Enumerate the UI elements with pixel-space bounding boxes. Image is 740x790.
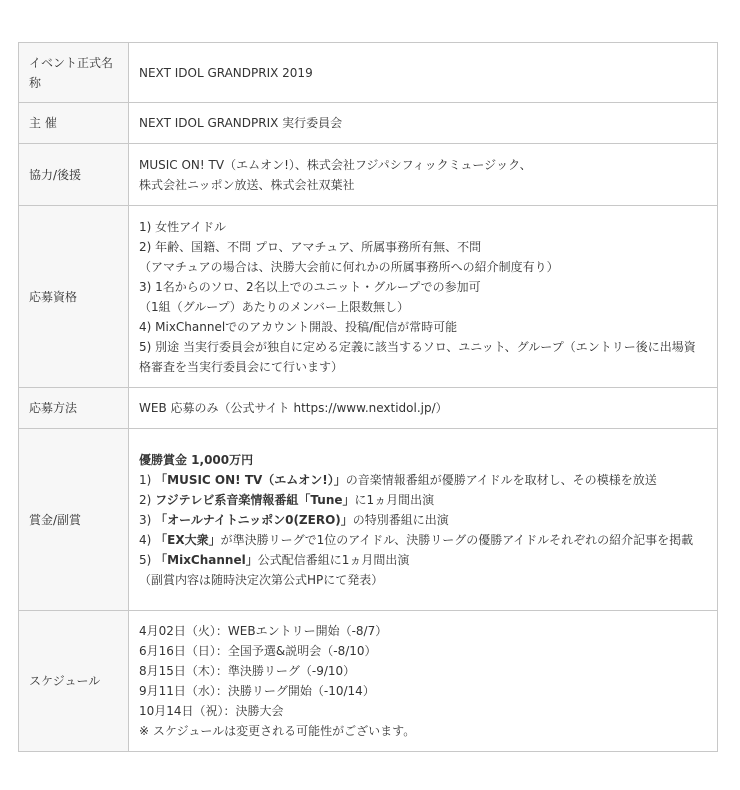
info-row [19,611,718,752]
bold-text: 「MixChannel」 [155,552,258,567]
row-value [129,206,718,388]
value-line [139,337,707,377]
plain-text: 株式会社ニッポン放送、株式会社双葉社 [139,177,355,192]
value-line [139,175,707,195]
plain-text: （アマチュアの場合は、決勝大会前に何れかの所属事務所への紹介制度有り） [139,259,559,274]
plain-text: （副賞内容は随時決定次第公式HPにて発表） [139,572,384,587]
row-label: 主 催 [19,103,129,144]
plain-text: 4月02日（火）：WEBエントリー開始（-8/7） [139,624,388,638]
value-line [139,661,707,681]
info-row [19,43,718,103]
value-line [139,530,707,550]
info-row [19,206,718,388]
plain-text: 公式配信番組に1ヵ月間出演 [257,552,410,567]
row-value [129,388,718,429]
plain-text: 5) 別途 当実行委員会が独自に定める定義に該当するソロ、ユニット、グループ（エントリー後に出場資格審査を当実行委員会にて行います） [139,339,696,374]
value-line [139,450,707,470]
value-line [139,217,707,237]
row-label: 協力/後援 [19,144,129,206]
value-line [139,317,707,337]
row-value [129,43,718,103]
row-label: 賞金/副賞 [19,429,129,611]
plain-text: MUSIC ON! TV（エムオン!）、株式会社フジパシフィックミュージック、 [139,157,532,172]
value-line [139,641,707,661]
value-line [139,277,707,297]
plain-text: の特別番組に出演 [352,512,449,527]
plain-text: 2) [139,492,156,507]
plain-text: 4) [139,532,156,547]
plain-text: 8月15日（木）：準決勝リーグ（-9/10） [139,664,356,678]
row-label: イベント正式名称 [19,43,129,103]
value-line [139,621,707,641]
value-line [139,570,707,590]
plain-text: が準決勝リーグで1位のアイドル、決勝リーグの優勝アイドルそれぞれの紹介記事を掲載 [220,532,694,547]
plain-text: 3) [139,512,156,527]
value-line [139,490,707,510]
plain-text: の音楽情報番組が優勝アイドルを取材し、その模様を放送 [345,472,657,487]
plain-text: NEXT IDOL GRANDPRIX 2019 [139,65,313,80]
plain-text: 10月14日（祝）：決勝大会 [139,704,284,718]
bold-text: 「オールナイトニッポン0(ZERO)」 [155,512,353,527]
plain-text: 1) [139,472,156,487]
plain-text: 1) 女性アイドル [139,219,227,234]
value-line [139,550,707,570]
plain-text: ※ スケジュールは変更される可能性がございます。 [139,724,416,738]
plain-text: 5) [139,552,156,567]
bold-text: 「MUSIC ON! TV（エムオン!）」 [155,472,346,487]
plain-text: 3) 1名からのソロ、2名以上でのユニット・グループでの参加可 [139,279,481,294]
plain-text: 4) MixChannelでのアカウント開設、投稿/配信が常時可能 [139,319,458,334]
bold-text: 「EX大衆」 [155,532,221,547]
value-line [139,297,707,317]
row-value [129,429,718,611]
value-line [139,721,707,741]
value-line [139,155,707,175]
plain-text: 9月11日（水）：決勝リーグ開始（-10/14） [139,684,375,698]
value-line [139,701,707,721]
plain-text: 6月16日（日）：全国予選&説明会（-8/10） [139,644,377,658]
event-info-table [18,42,718,752]
info-row [19,429,718,611]
info-row [19,103,718,144]
value-line [139,398,707,418]
plain-text: 2) 年齢、国籍、不問 プロ、アマチュア、所属事務所有無、不問 [139,239,482,254]
value-line [139,510,707,530]
bold-text: 優勝賞金 1,000万円 [139,452,254,467]
bold-text: フジテレビ系音楽情報番組「Tune」 [155,492,355,507]
row-value [129,611,718,752]
value-line [139,113,707,133]
value-line [139,470,707,490]
row-label: 応募方法 [19,388,129,429]
plain-text: （1組（グループ）あたりのメンバー上限数無し） [139,299,409,314]
info-row [19,144,718,206]
plain-text: に1ヵ月間出演 [354,492,435,507]
row-value [129,103,718,144]
plain-text: WEB 応募のみ（公式サイト https://www.nextidol.jp/） [139,401,448,415]
info-row [19,388,718,429]
value-line [139,257,707,277]
row-label: スケジュール [19,611,129,752]
row-label: 応募資格 [19,206,129,388]
value-line [139,63,707,83]
row-value [129,144,718,206]
value-line [139,237,707,257]
value-line [139,681,707,701]
plain-text: NEXT IDOL GRANDPRIX 実行委員会 [139,116,343,130]
